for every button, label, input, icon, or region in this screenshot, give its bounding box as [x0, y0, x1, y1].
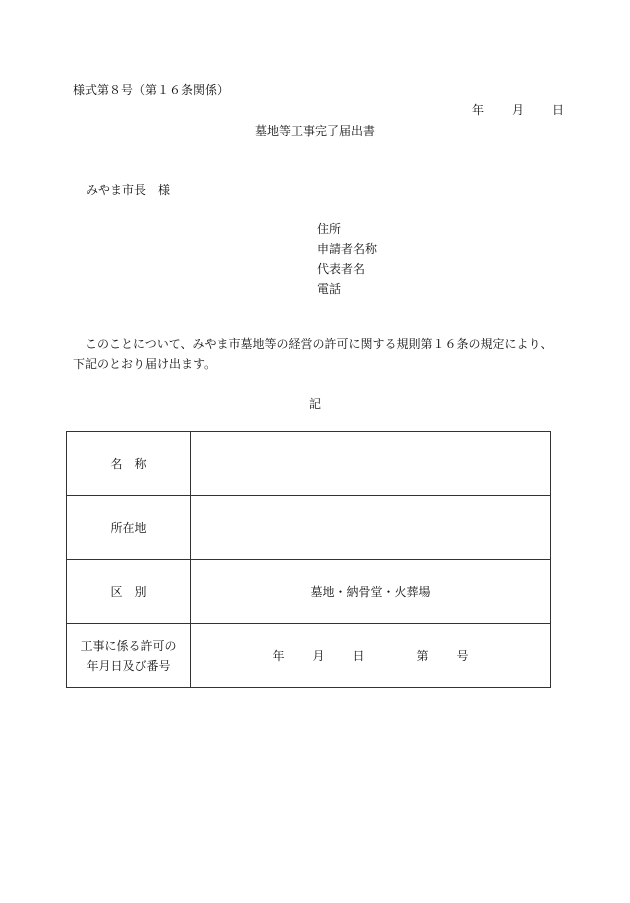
representative-label: 代表者名 [317, 262, 366, 276]
ki-heading: 記 [308, 397, 321, 411]
applicant-address-label: 住所 [317, 222, 342, 236]
date-year: 年 [472, 103, 485, 117]
permit-month: 月 [312, 648, 325, 663]
detail-table [66, 431, 551, 688]
row-value-location[interactable] [191, 496, 551, 560]
submission-date [472, 101, 564, 118]
row-value-permit[interactable] [191, 624, 551, 688]
table-row [67, 624, 551, 688]
addressee: みやま市長 様 [86, 183, 171, 197]
row-label-location: 所在地 [67, 496, 191, 560]
body-text: このことについて、みやま市墓地等の経営の許可に関する規則第１６条の規定により、下記のとおり届け出ます。 [73, 337, 553, 371]
applicant-block [317, 219, 377, 299]
date-day: 日 [552, 103, 565, 117]
form-number: 様式第８号（第１６条関係） [73, 83, 230, 97]
row-label-permit [67, 624, 191, 688]
permit-day: 日 [352, 648, 365, 663]
row-value-category[interactable]: 墓地・納骨堂・火葬場 [191, 560, 551, 624]
row-value-name[interactable] [191, 432, 551, 496]
permit-dai: 第 [416, 648, 429, 663]
applicant-name-label: 申請者名称 [317, 242, 378, 256]
row-label-category: 区 別 [67, 560, 191, 624]
document-title: 墓地等工事完了届出書 [254, 124, 375, 138]
table-row [67, 560, 551, 624]
permit-gou: 号 [456, 648, 469, 663]
table-row [67, 432, 551, 496]
permit-label-line2: 年月日及び番号 [86, 658, 171, 673]
permit-label-line1: 工事に係る許可の [80, 638, 177, 653]
table-row [67, 496, 551, 560]
date-month: 月 [512, 103, 525, 117]
phone-label: 電話 [317, 282, 342, 296]
permit-year: 年 [272, 648, 285, 663]
row-label-name: 名 称 [67, 432, 191, 496]
